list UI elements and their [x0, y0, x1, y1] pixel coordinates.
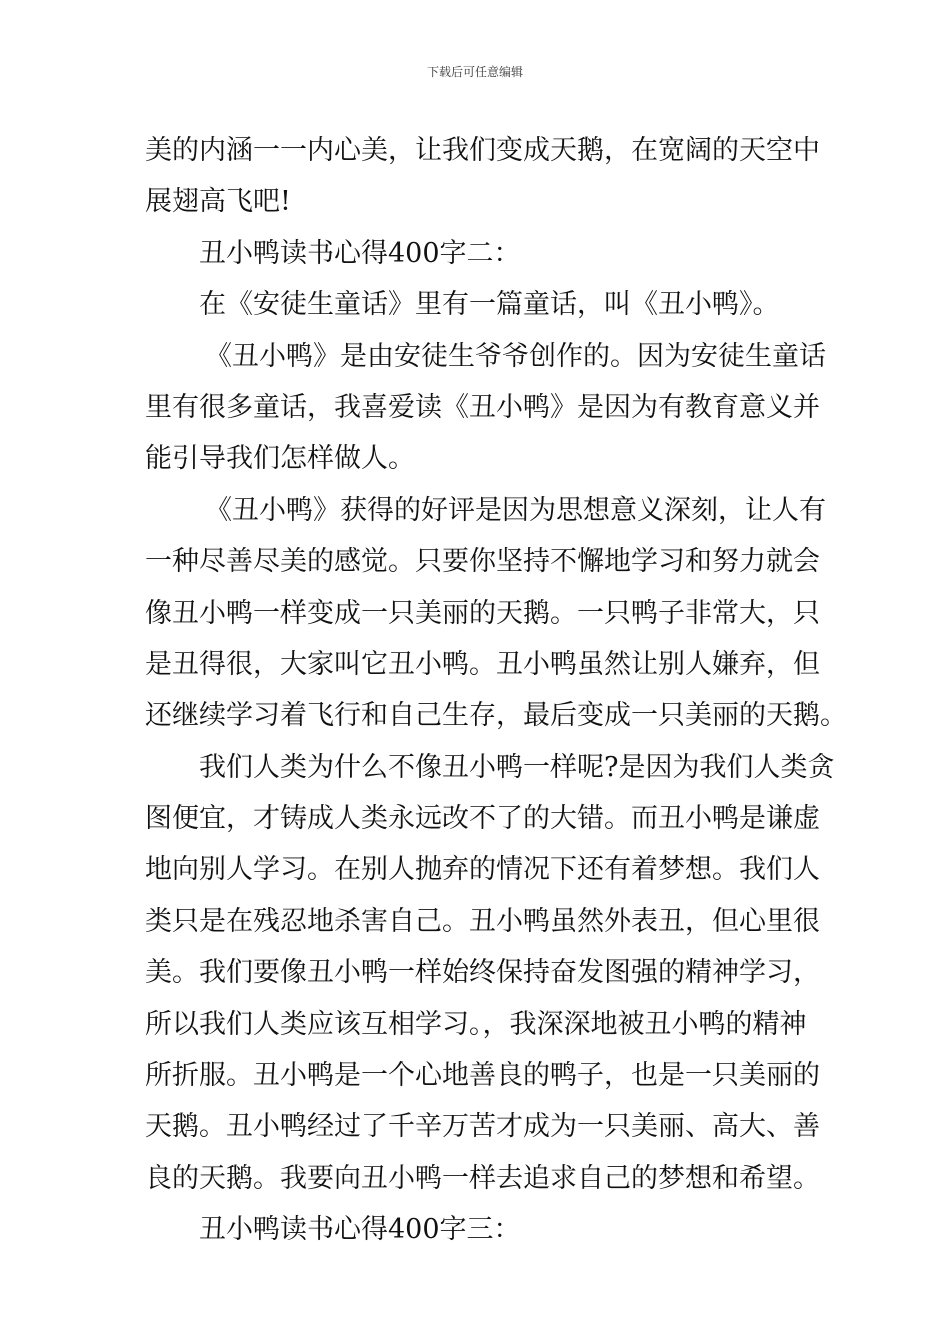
text-line: 展翅高飞吧! — [145, 186, 291, 218]
text-line: 我们人类为什么不像丑小鸭一样呢?是因为我们人类贪 — [199, 751, 835, 783]
text-line: 能引导我们怎样做人。 — [145, 443, 415, 475]
page-header: 下载后可任意编辑 — [426, 65, 523, 79]
text-line: 是丑得很，大家叫它丑小鸭。丑小鸭虽然让别人嫌弃，但 — [145, 648, 820, 680]
text-line: 天鹅。丑小鸭经过了千辛万苦才成为一只美丽、高大、善 — [145, 1111, 820, 1143]
text-line: 像丑小鸭一样变成一只美丽的天鹅。一只鸭子非常大，只 — [145, 597, 820, 629]
section-heading: 丑小鸭读书心得400字三： — [199, 1214, 521, 1246]
document-body — [145, 125, 847, 1256]
text-line: 在《安徒生童话》里有一篇童话，叫《丑小鸭》。 — [199, 289, 780, 321]
text-line: 良的天鹅。我要向丑小鸭一样去追求自己的梦想和希望。 — [145, 1162, 820, 1194]
text-line: 地向别人学习。在别人抛弃的情况下还有着梦想。我们人 — [145, 854, 820, 886]
text-line: 一种尽善尽美的感觉。只要你坚持不懈地学习和努力就会 — [145, 546, 820, 578]
text-line: 所以我们人类应该互相学习。，我深深地被丑小鸭的精神 — [145, 1008, 807, 1040]
text-line: 类只是在残忍地杀害自己。丑小鸭虽然外表丑，但心里很 — [145, 905, 820, 937]
text-line: 里有很多童话，我喜爱读《丑小鸭》是因为有教育意义并 — [145, 391, 820, 423]
text-line: 美。我们要像丑小鸭一样始终保持奋发图强的精神学习， — [145, 957, 820, 989]
section-heading: 丑小鸭读书心得400字二： — [199, 237, 521, 269]
text-line: 《丑小鸭》是由安徒生爷爷创作的。因为安徒生童话 — [205, 340, 826, 372]
text-line: 所折服。丑小鸭是一个心地善良的鸭子，也是一只美丽的 — [145, 1060, 820, 1092]
text-line: 还继续学习着飞行和自己生存，最后变成一只美丽的天鹅。 — [145, 700, 847, 732]
text-line: 美的内涵一一内心美，让我们变成天鹅，在宽阔的天空中 — [145, 135, 820, 166]
text-line: 《丑小鸭》获得的好评是因为思想意义深刻，让人有 — [205, 494, 826, 526]
text-line: 图便宜，才铸成人类永远改不了的大错。而丑小鸭是谦虚 — [145, 803, 820, 835]
